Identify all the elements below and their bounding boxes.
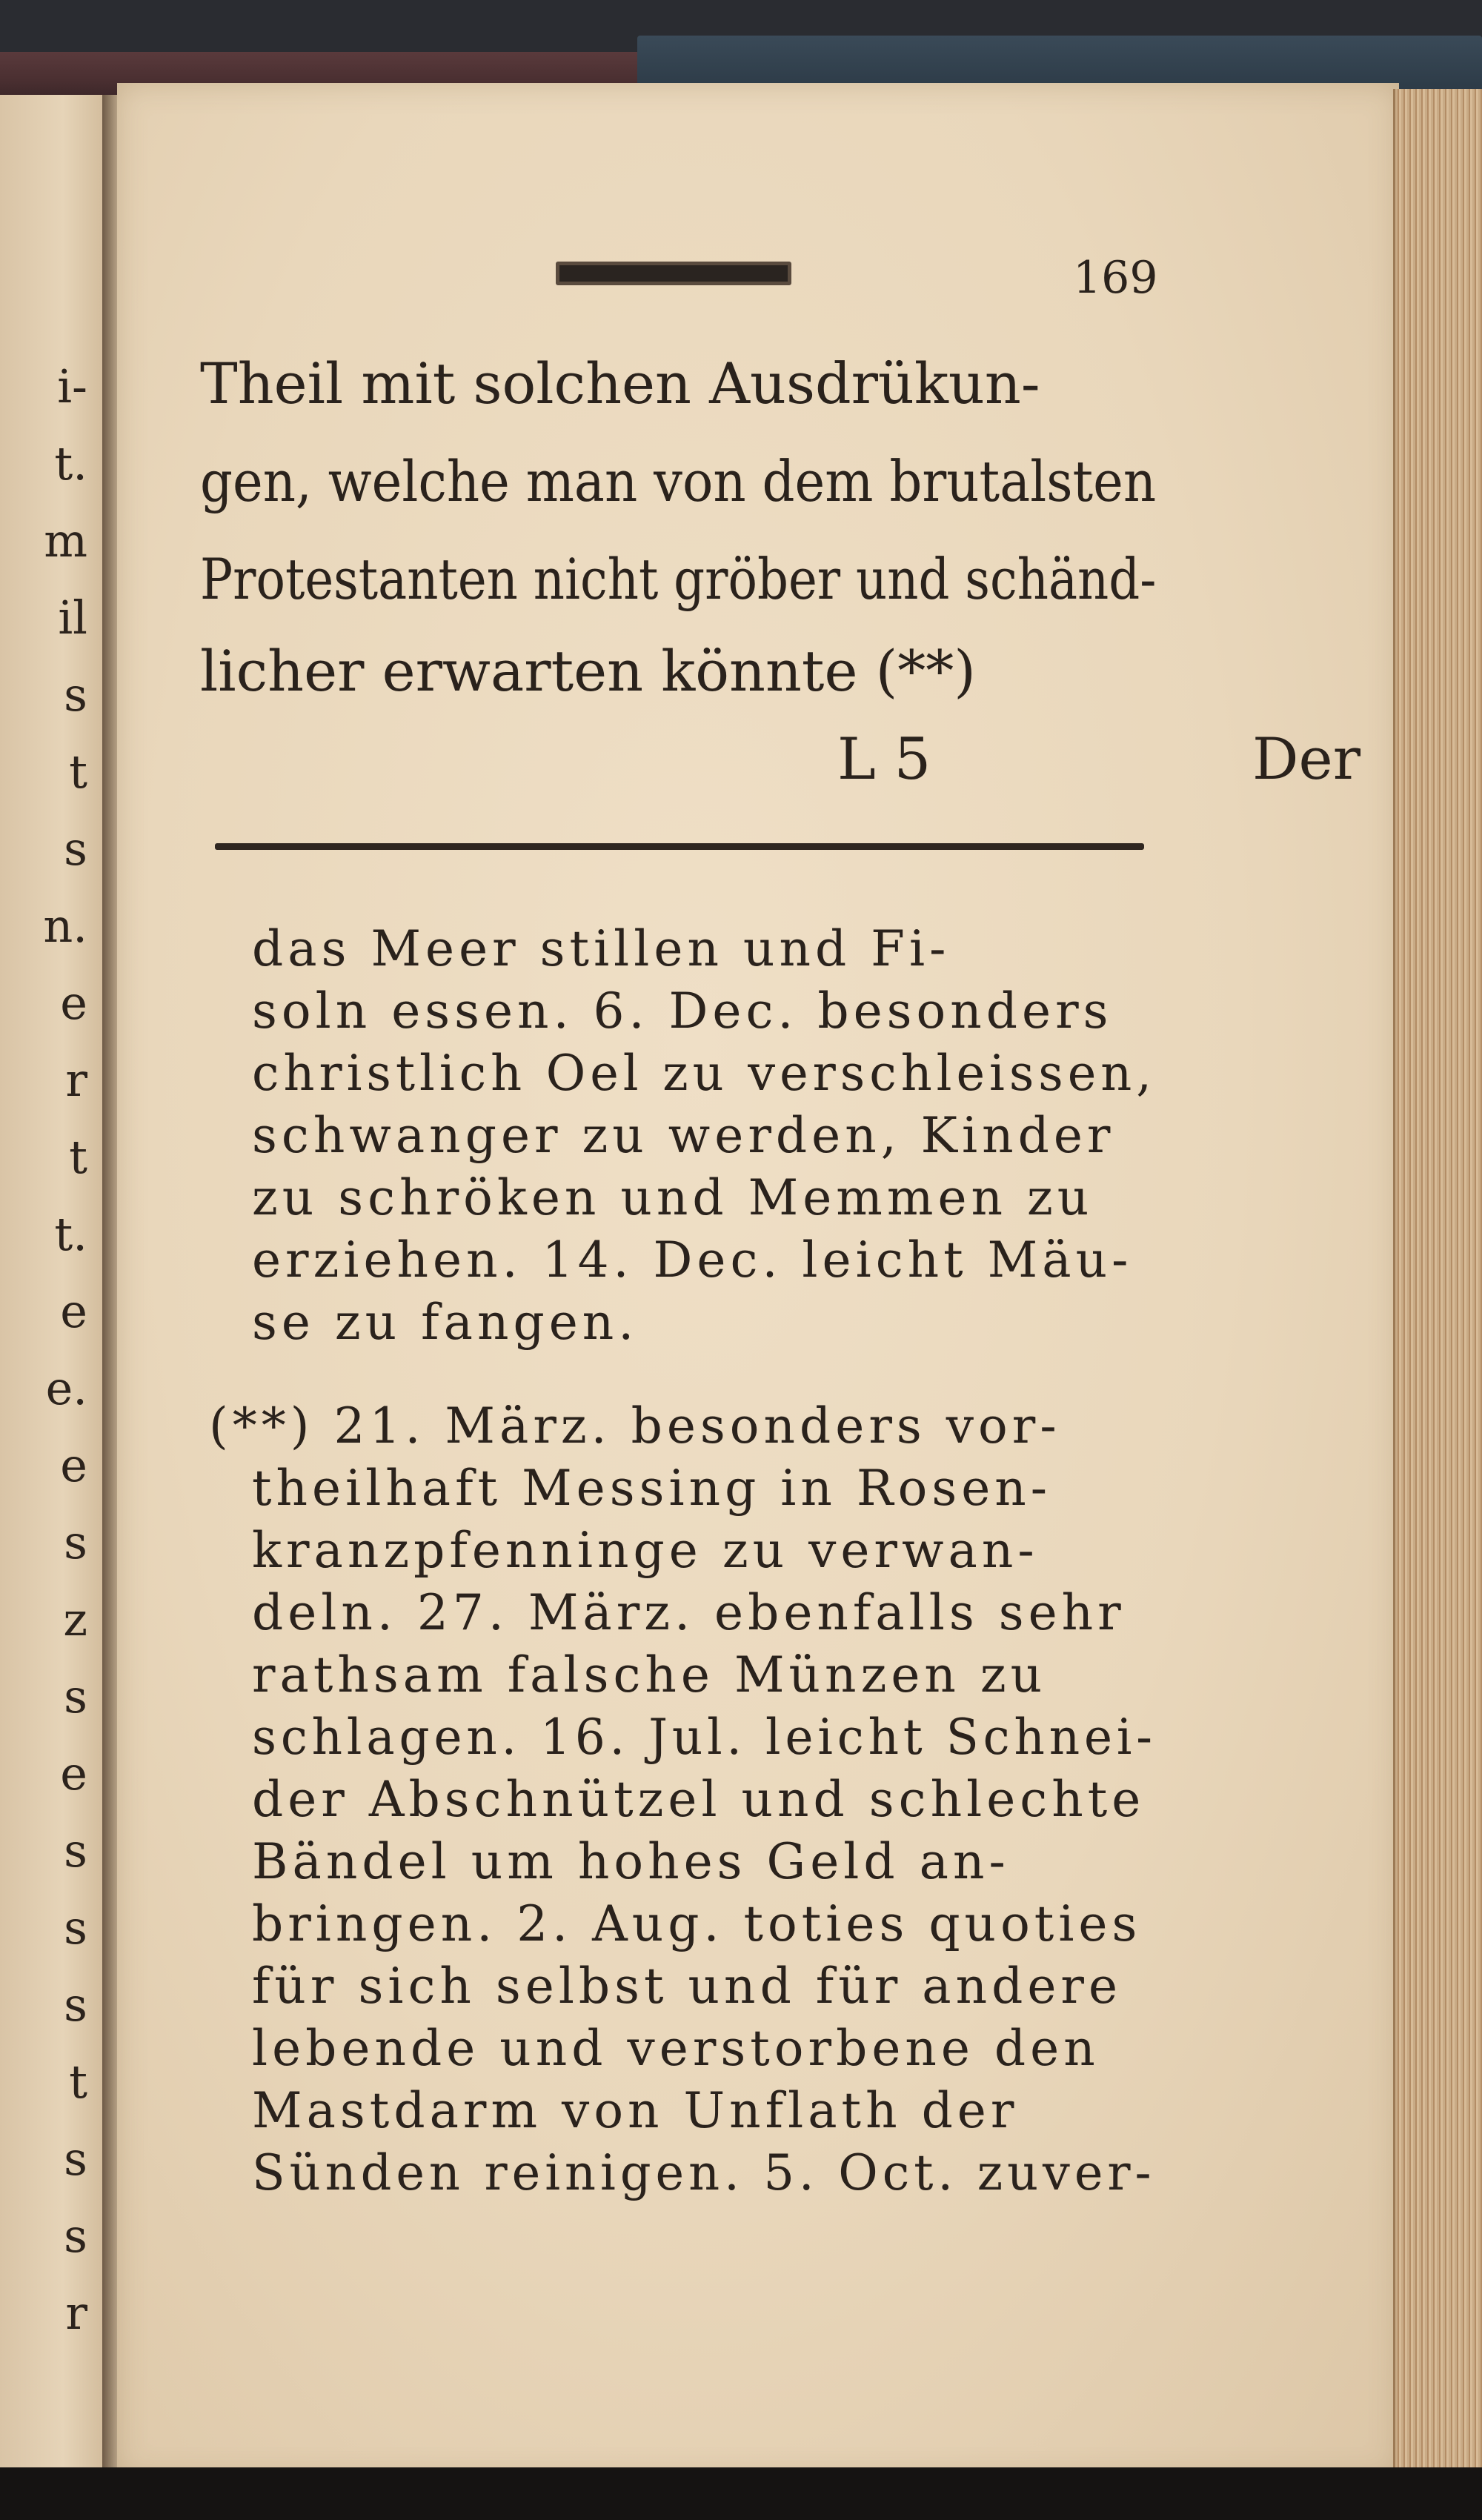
margin-char: s [64, 1669, 87, 1723]
footnote-2-line: Mastdarm von Unflath der [252, 2082, 1019, 2139]
margin-char: e [60, 1438, 87, 1492]
margin-char: il [58, 591, 87, 645]
footnote-2-line: für sich selbst und für andere [252, 1958, 1123, 2015]
left-page-margin-text [0, 348, 87, 2352]
margin-char: r [65, 1053, 87, 1107]
margin-char: r [65, 2286, 87, 2340]
margin-char: m [44, 513, 87, 568]
footnote-2-line: lebende und verstorbene den [252, 2020, 1100, 2077]
margin-char: s [64, 1823, 87, 1878]
margin-char: s [64, 1515, 87, 1569]
footnote-line: christlich Oel zu verschleissen, [252, 1045, 1156, 1102]
footnote-2-line: deln. 27. März. ebenfalls sehr [252, 1584, 1126, 1641]
footnote-2-line: theilhaft Messing in Rosen- [252, 1460, 1052, 1517]
background-bottom [0, 2467, 1482, 2520]
main-text-line-3: Protestanten nicht gröber und schänd- [200, 546, 1157, 612]
footnote-2-line: rathsam falsche Münzen zu [252, 1646, 1047, 1703]
margin-char: e. [45, 1361, 87, 1415]
margin-char: e [60, 1746, 87, 1801]
footnote-line: erziehen. 14. Dec. leicht Mäu- [252, 1231, 1133, 1289]
footnote-2-line: Sünden reinigen. 5. Oct. zuver- [252, 2144, 1156, 2201]
margin-char: s [64, 822, 87, 876]
margin-char: s [64, 2132, 87, 2186]
page-block-edges [1393, 89, 1482, 2475]
footnote-2-line: bringen. 2. Aug. toties quoties [252, 1895, 1142, 1952]
margin-char: t [69, 1130, 87, 1184]
header-ornament-rule [556, 262, 791, 285]
catchword: Der [1252, 726, 1360, 793]
footnote-2-line: der Abschnützel und schlechte [252, 1771, 1146, 1828]
footnote-2-line: schlagen. 16. Jul. leicht Schnei- [252, 1709, 1157, 1766]
footnote-line: soln essen. 6. Dec. besonders [252, 983, 1113, 1040]
margin-char: z [63, 1592, 87, 1646]
margin-char: t. [54, 1207, 87, 1261]
signature-mark: L 5 [837, 726, 931, 793]
main-text-line-4: licher erwarten könnte (**) [200, 638, 976, 704]
footnote-2-line: kranzpfenninge zu verwan- [252, 1522, 1039, 1579]
footnote-line: das Meer stillen und Fi- [252, 920, 951, 977]
footnote-2-line: (**) 21. März. besonders vor- [209, 1397, 1061, 1455]
margin-char: s [64, 1901, 87, 1955]
margin-char: i- [57, 359, 87, 413]
margin-char: t [69, 745, 87, 799]
margin-char: t [69, 2055, 87, 2109]
main-text-line-2: gen, welche man von dem brutalsten [200, 448, 1157, 514]
footnote-line: zu schröken und Memmen zu [252, 1169, 1094, 1226]
page-number: 169 [1073, 252, 1158, 304]
footnote-line: se zu fangen. [252, 1294, 639, 1351]
margin-char: e [60, 1284, 87, 1338]
margin-char: e [60, 976, 87, 1030]
margin-char: t. [54, 436, 87, 491]
margin-char: s [64, 2209, 87, 2263]
margin-char: s [64, 1978, 87, 2032]
footnote-line: schwanger zu werden, Kinder [252, 1107, 1115, 1164]
footnote-separator-rule [215, 843, 1144, 850]
margin-char: n. [43, 899, 87, 953]
main-text-line-1: Theil mit solchen Ausdrükun- [200, 350, 1040, 416]
margin-char: s [64, 668, 87, 722]
footnote-2-line: Bändel um hohes Geld an- [252, 1833, 1010, 1890]
